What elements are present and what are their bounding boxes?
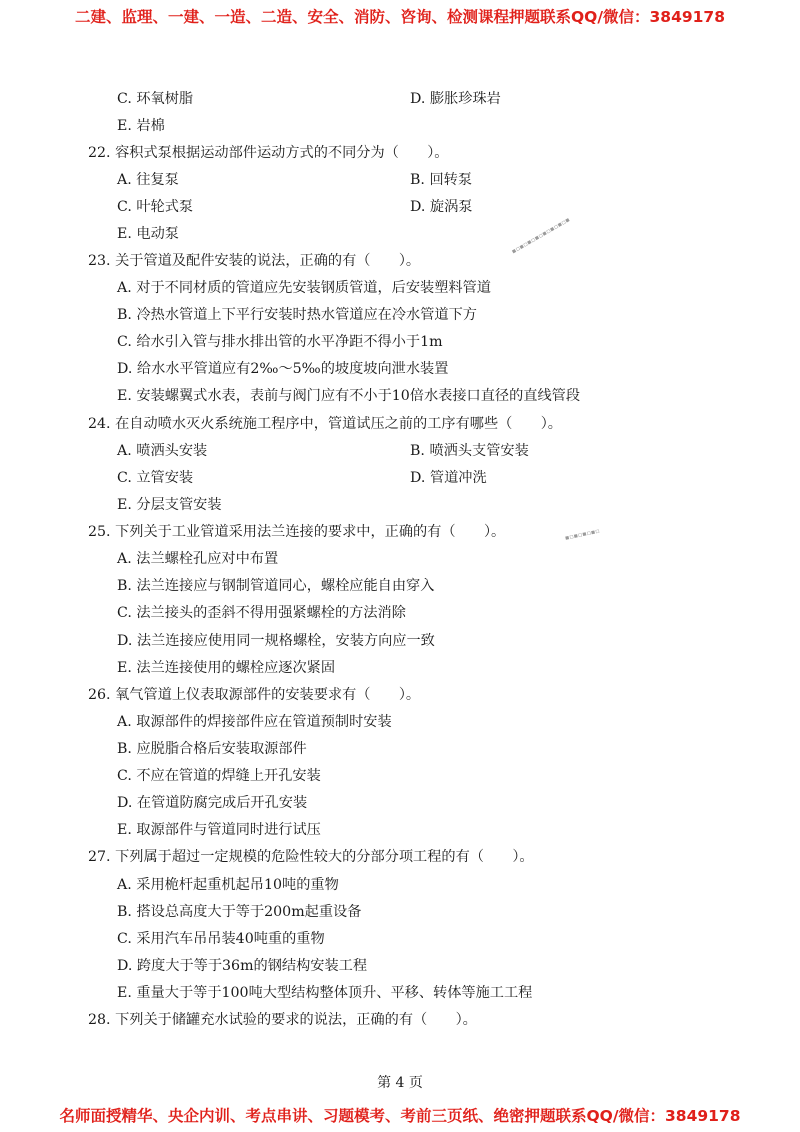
q24-option-a: A. 喷洒头安装 [117, 443, 208, 459]
q27-option-d: D. 跨度大于等于36m的钢结构安装工程 [117, 958, 368, 974]
q22-option-b: B. 回转泵 [410, 172, 473, 188]
q25-option-d: D. 法兰连接应使用同一规格螺栓，安装方向应一致 [117, 633, 435, 649]
q22-stem: 22. 容积式泵根据运动部件运动方式的不同分为（ ）。 [88, 145, 449, 161]
q24-option-d: D. 管道冲洗 [410, 470, 487, 486]
top-contact-banner: 二建、监理、一建、一造、二造、安全、消防、咨询、检测课程押题联系QQ/微信：3849178 [74, 8, 725, 26]
q25-option-e: E. 法兰连接使用的螺栓应逐次紧固 [117, 660, 336, 676]
q23-option-a: A. 对于不同材质的管道应先安装钢质管道，后安装塑料管道 [117, 280, 491, 296]
q23-stem: 23. 关于管道及配件安装的说法，正确的有（ ）。 [88, 253, 421, 269]
q24-option-c: C. 立管安装 [117, 470, 194, 486]
q26-option-b: B. 应脱脂合格后安装取源部件 [117, 741, 307, 757]
q27-option-a: A. 采用桅杆起重机起吊10吨的重物 [117, 877, 339, 893]
q27-option-c: C. 采用汽车吊吊装40吨重的重物 [117, 931, 325, 947]
q22-option-c: C. 叶轮式泵 [117, 199, 194, 215]
q26-option-d: D. 在管道防腐完成后开孔安装 [117, 795, 308, 811]
q27-option-b: B. 搭设总高度大于等于200m起重设备 [117, 904, 362, 920]
page-number: 第 4 页 [377, 1075, 423, 1091]
q28-stem: 28. 下列关于储罐充水试验的要求的说法，正确的有（ ）。 [88, 1012, 477, 1028]
bottom-contact-banner: 名师面授精华、央企内训、考点串讲、习题模考、考前三页纸、绝密押题联系QQ/微信：3849178 [59, 1107, 741, 1125]
q27-option-e: E. 重量大于等于100吨大型结构整体顶升、平移、转体等施工工程 [117, 985, 533, 1001]
q26-stem: 26. 氧气管道上仪表取源部件的安装要求有（ ）。 [88, 687, 421, 703]
watermark-mark: ▪▫▪▫▪▫▪▫▪▫▪▫▪▫▪ [510, 215, 572, 256]
q24-option-b: B. 喷洒头支管安装 [410, 443, 529, 459]
q26-option-e: E. 取源部件与管道同时进行试压 [117, 822, 321, 838]
q23-option-c: C. 给水引入管与排水排出管的水平净距不得小于1m [117, 334, 443, 350]
q24-option-e: E. 分层支管安装 [117, 497, 222, 513]
q22-option-d: D. 旋涡泵 [410, 199, 473, 215]
q22-option-a: A. 往复泵 [117, 172, 179, 188]
q23-option-b: B. 冷热水管道上下平行安装时热水管道应在冷水管道下方 [117, 307, 477, 323]
q24-stem: 24. 在自动喷水灭火系统施工程序中，管道试压之前的工序有哪些（ ）。 [88, 416, 562, 432]
q25-option-b: B. 法兰连接应与钢制管道同心，螺栓应能自由穿入 [117, 578, 435, 594]
q21-option-c: C. 环氧树脂 [117, 91, 194, 107]
q25-option-c: C. 法兰接头的歪斜不得用强紧螺栓的方法消除 [117, 605, 406, 621]
q26-option-c: C. 不应在管道的焊缝上开孔安装 [117, 768, 321, 784]
watermark-mark: ▪▫▪▫▪▫▪▫ [564, 526, 601, 542]
q23-option-e: E. 安装螺翼式水表，表前与阀门应有不小于10倍水表接口直径的直线管段 [117, 388, 581, 404]
q27-stem: 27. 下列属于超过一定规模的危险性较大的分部分项工程的有（ ）。 [88, 849, 534, 865]
q26-option-a: A. 取源部件的焊接部件应在管道预制时安装 [117, 714, 392, 730]
q21-option-e: E. 岩棉 [117, 118, 165, 134]
q21-option-d: D. 膨胀珍珠岩 [410, 91, 501, 107]
q23-option-d: D. 给水水平管道应有2‰～5‰的坡度坡向泄水装置 [117, 361, 449, 377]
q22-option-e: E. 电动泵 [117, 226, 179, 242]
q25-option-a: A. 法兰螺栓孔应对中布置 [117, 551, 279, 567]
q25-stem: 25. 下列关于工业管道采用法兰连接的要求中，正确的有（ ）。 [88, 524, 506, 540]
